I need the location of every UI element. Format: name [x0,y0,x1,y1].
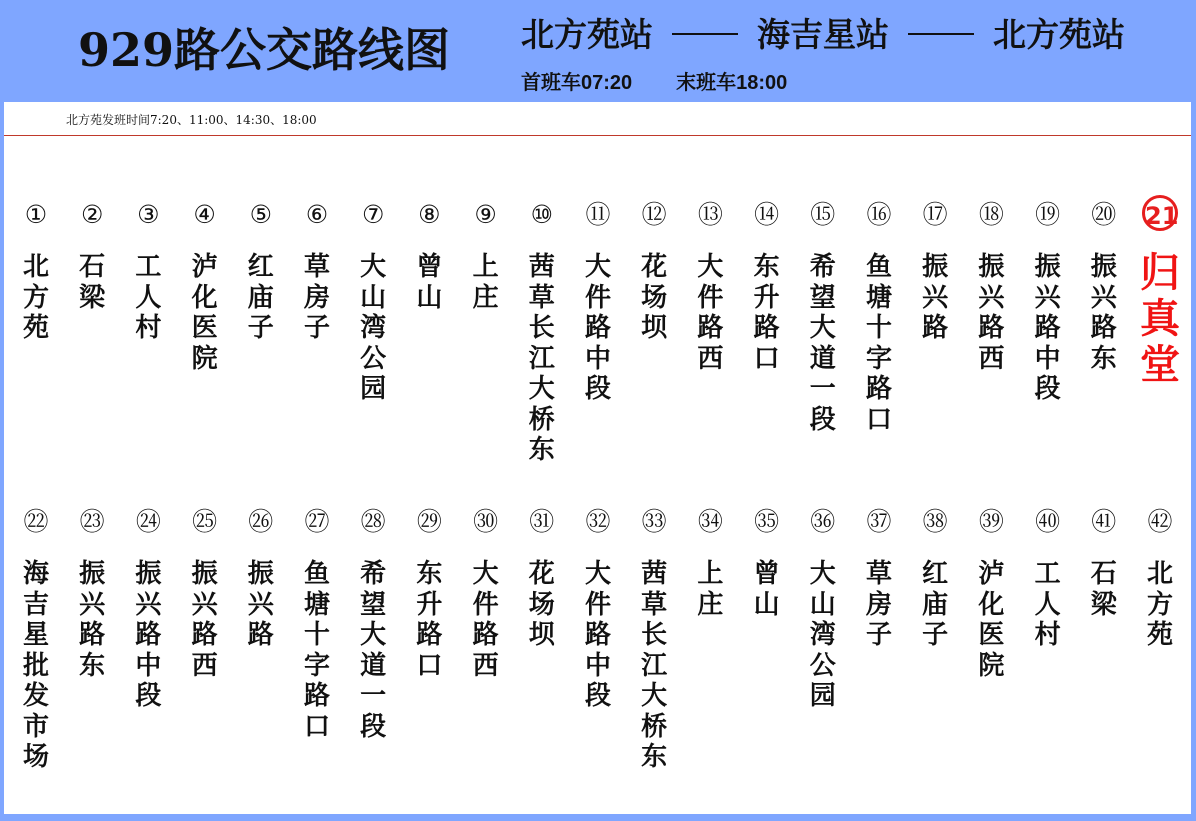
stop-number: ㉞ [697,507,723,536]
stop-number: ⑬ [697,200,723,229]
stop-number: ⑳ [1091,200,1117,229]
terminal-number-ring: 21 [1142,195,1178,231]
stop [742,507,792,620]
stop-name: 大件路中段 [584,559,611,711]
stop-name: 振兴路东 [1090,252,1117,374]
stop-number: ⑧ [418,200,441,229]
stop-number: ㉖ [248,507,274,536]
stop-name: 红庙子 [922,559,949,650]
stop-number: ㊳ [922,507,948,536]
stop [67,507,117,681]
route-dash [908,33,974,35]
stop-number: ㉟ [754,507,780,536]
stop-number: ㉓ [79,507,105,536]
last-bus-time: 末班车18:00 [676,72,788,94]
stop-name: 石梁 [1090,559,1117,620]
stop-number: ㉛ [529,507,555,536]
stop-name: 振兴路 [247,559,274,650]
stop [292,507,342,742]
stop-name: 花场坝 [528,559,555,650]
service-times [521,70,831,96]
stop [11,507,61,773]
stop-number: ㉘ [360,507,386,536]
stop-name: 北方苑 [1146,559,1173,650]
stop [292,200,342,344]
divider-line [4,135,1191,136]
stop [180,507,230,681]
stop-name: 工人村 [135,252,162,343]
stop-number: ⑯ [866,200,892,229]
stop [1023,200,1073,405]
stop-number: ㊵ [1035,507,1061,536]
stop [742,200,792,374]
route-destination: 北方苑站 [993,15,1125,54]
stop-name: 大件路中段 [584,252,611,404]
stop-name: 东升路口 [753,252,780,374]
stop [854,200,904,435]
stop-number: ⑰ [922,200,948,229]
stop-number: ㉝ [641,507,667,536]
stop-number: ㊶ [1091,507,1117,536]
stop-number: ㉙ [416,507,442,536]
stop-name: 茜草长江大桥东 [641,559,668,772]
stop-number: ② [80,200,104,229]
stop [517,200,567,466]
stop [1023,507,1073,651]
stop-number: ㊴ [978,507,1004,536]
stop [573,200,623,405]
stop [966,200,1016,374]
stop [67,200,117,313]
stop-name: 上庄 [472,252,499,313]
stop-name: 大件路西 [472,559,499,681]
stop-name: 工人村 [1034,559,1061,650]
stop-number: ⑩ [530,200,553,229]
stop-number: ㊷ [1147,507,1173,536]
stop-number: ⑪ [585,200,611,229]
stop [966,507,1016,681]
stop-number: ㊲ [866,507,892,536]
stop-number: ㉒ [23,507,49,536]
stop-name: 上庄 [697,559,724,620]
stop-name: 草房子 [865,559,892,650]
stop [1079,200,1129,374]
stop-name: 泸化医院 [191,252,218,374]
stop-name: 鱼塘十字路口 [303,559,330,742]
stop [180,200,230,374]
stop [404,507,454,681]
page-title: 929路公交路线图 [78,23,451,77]
stop-name: 北方苑 [22,252,49,343]
route-dash [672,33,738,35]
stop [11,200,61,344]
stop [573,507,623,712]
stop [798,200,848,435]
stop [910,200,960,344]
stop-number: ⑤ [249,200,272,229]
stop-number: ④ [193,200,216,229]
stop-number: ⑭ [754,200,780,229]
stop [348,200,398,405]
stop-name: 曾山 [753,559,780,620]
stop-name: 东升路口 [416,559,443,681]
stop-name: 希望大道一段 [360,559,387,742]
route-origin: 北方苑站 [521,15,653,54]
stop-number: ⑦ [361,200,385,229]
stop-number: ⑲ [1035,200,1061,229]
stop-name: 鱼塘十字路口 [865,252,892,435]
stop [910,507,960,651]
stop-name: 红庙子 [247,252,274,343]
stop-name: 希望大道一段 [809,252,836,435]
stop [236,200,286,344]
stop-number: ㉕ [192,507,218,536]
stop-name: 大山湾公园 [360,252,387,404]
stop-number [1135,200,1185,236]
stop-name: 花场坝 [641,252,668,343]
stop-number: ① [24,200,48,229]
stop [123,200,173,344]
stop [629,200,679,344]
stop-number: ㉔ [135,507,161,536]
stop-name: 振兴路中段 [135,559,162,711]
schedule-note: 北方苑发班时间7:20、11:00、14:30、18:00 [66,113,317,127]
stop [685,507,735,620]
stop-name: 石梁 [79,252,106,313]
stop [517,507,567,651]
stops-panel [4,102,1191,814]
header [3,2,1193,100]
stop-name: 草房子 [303,252,330,343]
stop-number: ⑫ [641,200,667,229]
stop-number: ⑮ [810,200,836,229]
stop-name: 振兴路 [922,252,949,343]
stop-name: 茜草长江大桥东 [528,252,555,465]
stop [685,200,735,374]
stop [1079,507,1129,620]
stop-terminal [1135,200,1185,388]
stop [854,507,904,651]
stop-name: 泸化医院 [978,559,1005,681]
stop [123,507,173,712]
stop-name: 振兴路东 [79,559,106,681]
stop [461,200,511,313]
stop-number: ㉗ [304,507,330,536]
route-summary [521,12,1181,58]
stop-name: 振兴路中段 [1034,252,1061,404]
stop [348,507,398,742]
route-middle: 海吉星站 [757,15,889,54]
stop-number: ⑨ [474,200,497,229]
stop [629,507,679,773]
stop [798,507,848,712]
first-bus-time: 首班车07:20 [521,72,633,94]
stop-name: 大山湾公园 [809,559,836,711]
stop-name: 海吉星批发市场 [22,559,49,772]
stop-name: 大件路西 [697,252,724,374]
stop-number: ⑱ [978,200,1004,229]
stop-number: ㉚ [473,507,499,536]
stop-name: 振兴路西 [191,559,218,681]
stop-number: ㊱ [810,507,836,536]
stop-name: 振兴路西 [978,252,1005,374]
stop-number: ⑥ [305,200,329,229]
stop [461,507,511,681]
stop-name: 归真堂 [1140,250,1180,388]
stop-name: 曾山 [416,252,443,313]
stop-number: ㉜ [585,507,611,536]
stop [404,200,454,313]
stop-number: ③ [137,200,160,229]
stop [236,507,286,651]
stop [1135,507,1185,651]
